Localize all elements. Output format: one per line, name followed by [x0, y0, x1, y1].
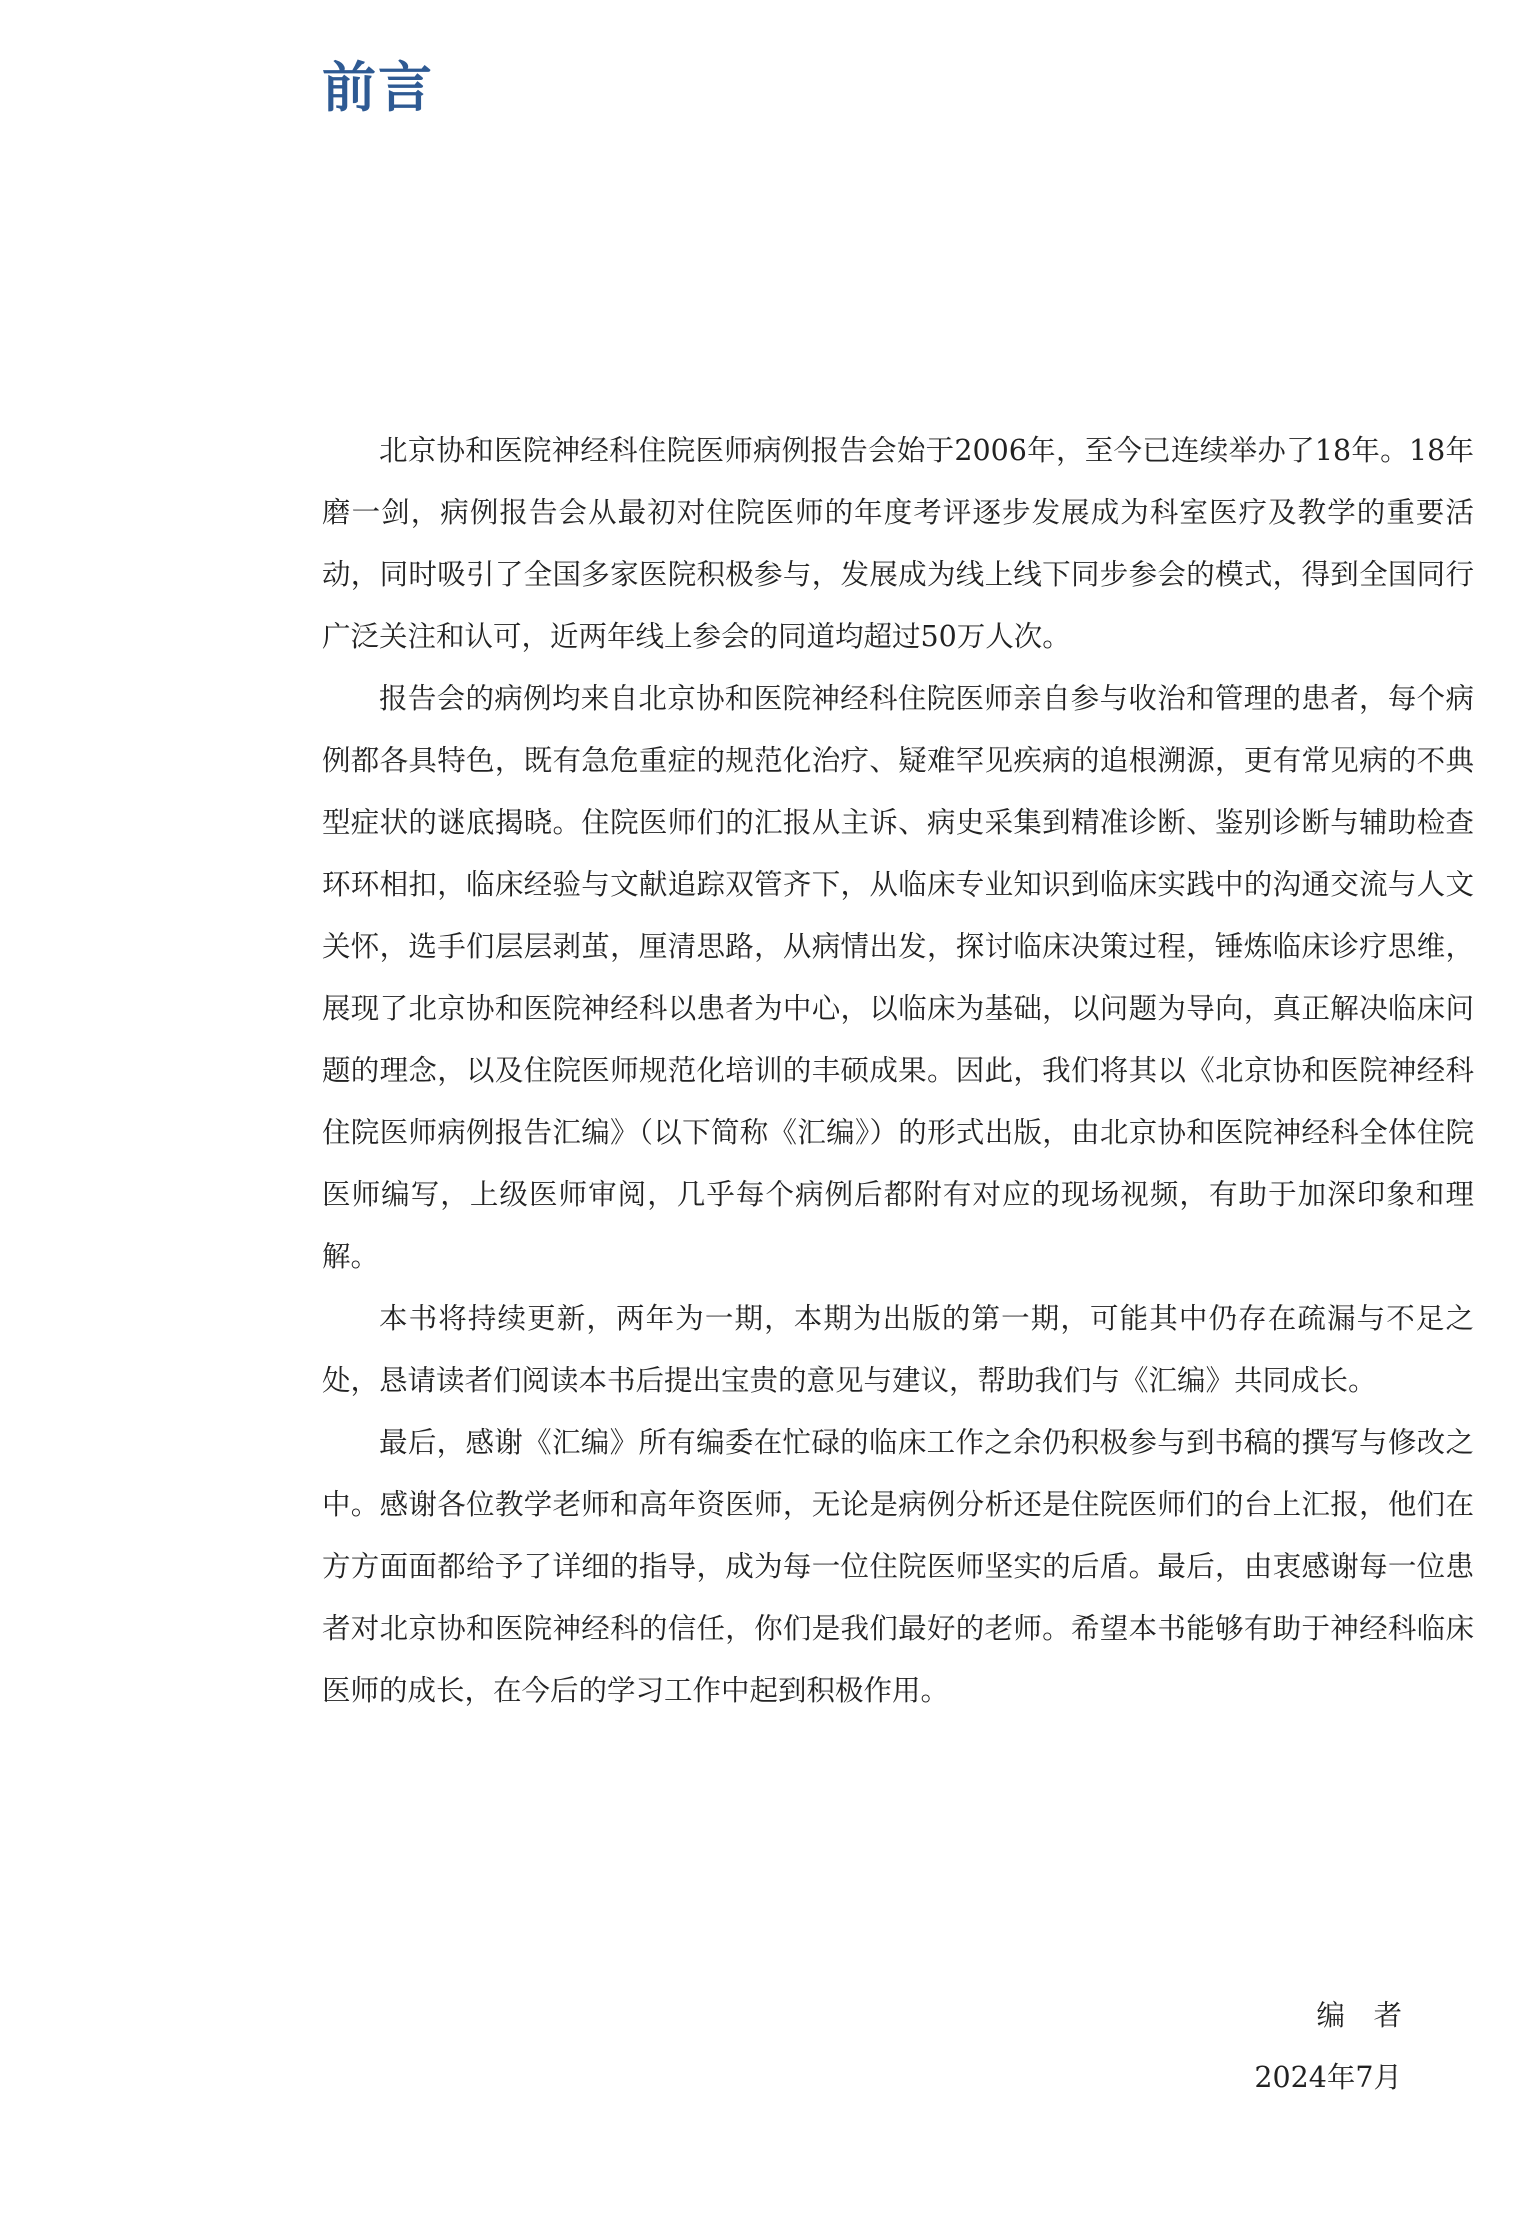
signature-author: 编 者: [1316, 1999, 1402, 2032]
paragraph: 报告会的病例均来自北京协和医院神经科住院医师亲自参与收治和管理的患者，每个病例都各具特色，既有急危重症的规范化治疗、疑难罕见疾病的追根溯源，更有常见病的不典型症状的谜底揭晓。住院医师们的汇报从主诉、病史采集到精准诊断、鉴别诊断与辅助检查环环相扣，临床经验与文献追踪双管齐下，从临床专业知识到临床实践中的沟通交流与人文关怀，选手们层层剥茧，厘清思路，从病情出发，探讨临床决策过程，锤炼临床诊疗思维，展现了北京协和医院神经科以患者为中心，以临床为基础，以问题为导向，真正解决临床问题的理念，以及住院医师规范化培训的丰硕成果。因此，我们将其以《北京协和医院神经科住院医师病例报告汇编》（以下简称《汇编》）的形式出版，由北京协和医院神经科全体住院医师编写，上级医师审阅，几乎每个病例后都附有对应的现场视频，有助于加深印象和理解。: [322, 682, 1474, 1273]
page-title: 前言: [322, 55, 434, 119]
preface-body: [322, 420, 1474, 1722]
signature-date: 2024年7月: [1254, 2061, 1402, 2094]
paragraph: 本书将持续更新，两年为一期，本期为出版的第一期，可能其中仍存在疏漏与不足之处，恳请读者们阅读本书后提出宝贵的意见与建议，帮助我们与《汇编》共同成长。: [322, 1302, 1474, 1397]
paragraph: 北京协和医院神经科住院医师病例报告会始于2006年，至今已连续举办了18年。18年磨一剑，病例报告会从最初对住院医师的年度考评逐步发展成为科室医疗及教学的重要活动，同时吸引了全国多家医院积极参与，发展成为线上线下同步参会的模式，得到全国同行广泛关注和认可，近两年线上参会的同道均超过50万人次。: [322, 434, 1474, 653]
signature-block: [1254, 1985, 1402, 2109]
paragraph: 最后，感谢《汇编》所有编委在忙碌的临床工作之余仍积极参与到书稿的撰写与修改之中。感谢各位教学老师和高年资医师，无论是病例分析还是住院医师们的台上汇报，他们在方方面面都给予了详细的指导，成为每一位住院医师坚实的后盾。最后，由衷感谢每一位患者对北京协和医院神经科的信任，你们是我们最好的老师。希望本书能够有助于神经科临床医师的成长，在今后的学习工作中起到积极作用。: [322, 1426, 1474, 1707]
